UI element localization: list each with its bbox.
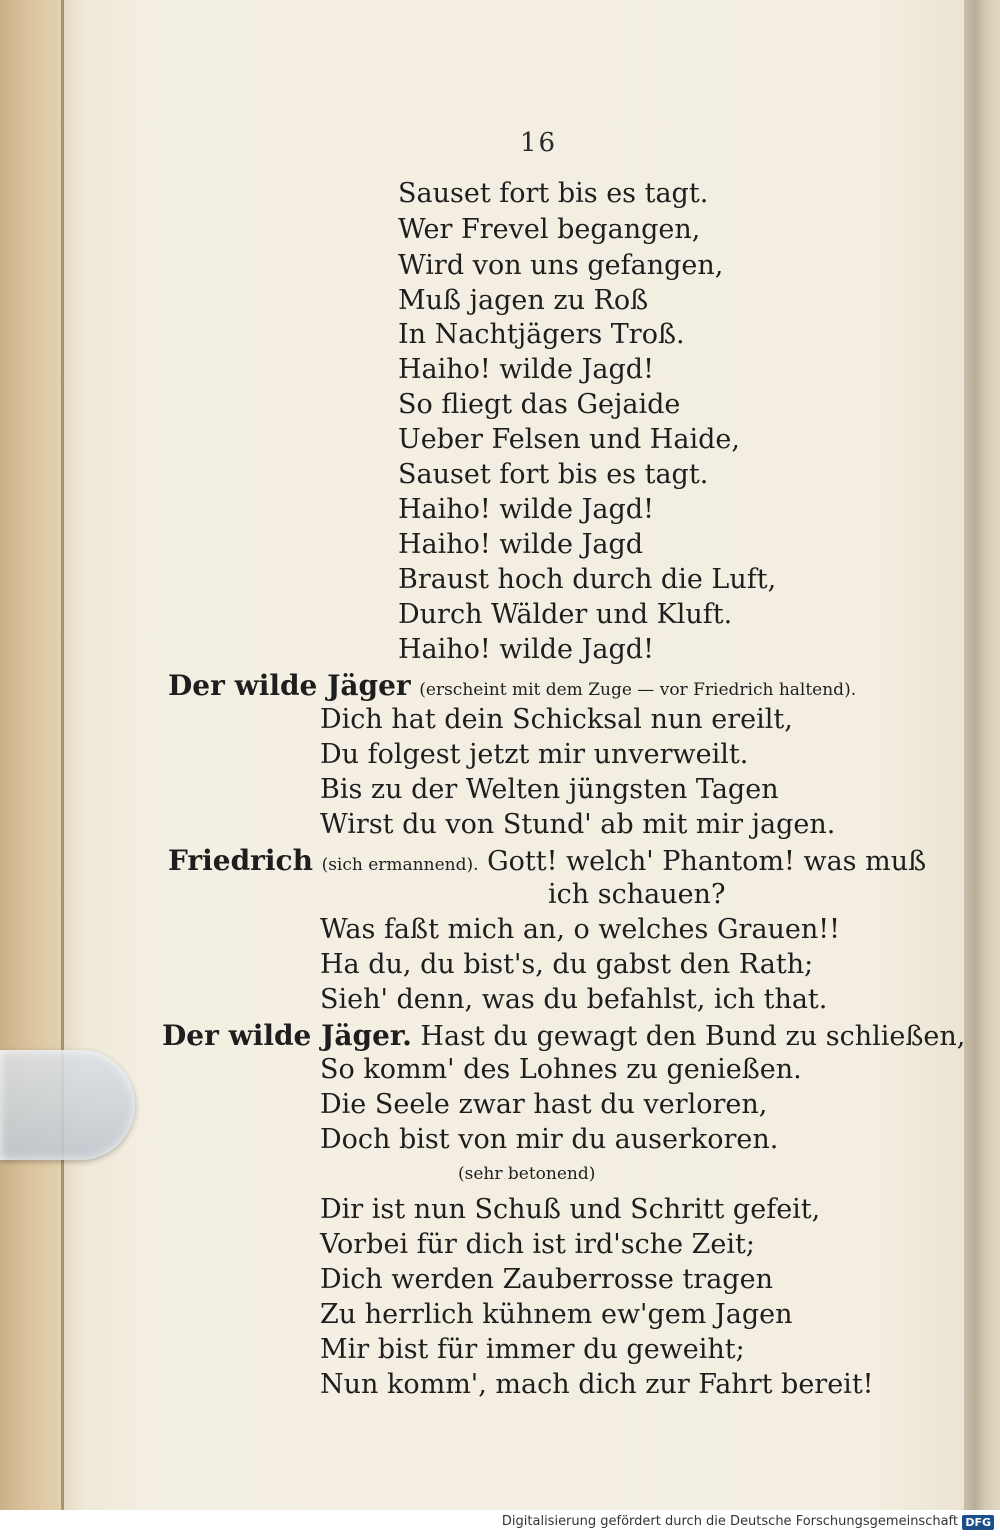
speaker-line [168,669,856,702]
verse-line: Muß jagen zu Roß [398,285,649,316]
verse-line: Haiho! wilde Jagd! [398,494,654,525]
verse-line: Haiho! wilde Jagd! [398,634,654,665]
verse-line: Wird von uns gefangen, [398,250,724,281]
verse-line: Durch Wälder und Kluft. [398,599,733,630]
speaker-name: Der wilde Jäger. [162,1019,412,1052]
next-page-edge [964,0,1000,1510]
stage-direction: (sich ermannend). [321,855,479,875]
verse-line: Haiho! wilde Jagd! [398,354,654,385]
plastic-page-clip [0,1050,135,1160]
verse-line: Ha du, du bist's, du gabst den Rath; [320,949,814,980]
funding-credit: Digitalisierung gefördert durch die Deutsche Forschungsgemeinschaft [501,1514,958,1529]
verse-line: Ueber Felsen und Haide, [398,424,740,455]
verse-line: Haiho! wilde Jagd [398,529,644,560]
verse-line: ich schauen? [548,879,726,910]
dfg-logo: DFG [962,1515,994,1530]
speaker-name: Der wilde Jäger [168,669,411,702]
verse-line: Nun komm', mach dich zur Fahrt bereit! [320,1369,874,1400]
verse-line: Doch bist von mir du auserkoren. [320,1124,779,1155]
speaker-line [168,844,926,877]
stage-direction: (sehr betonend) [458,1164,596,1184]
verse-line: Bis zu der Welten jüngsten Tagen [320,774,779,805]
speaker-line [162,1019,965,1052]
verse-line: So fliegt das Gejaide [398,389,681,420]
verse-line: Dir ist nun Schuß und Schritt gefeit, [320,1194,821,1225]
verse-line: Dich hat dein Schicksal nun ereilt, [320,704,793,735]
verse-line: Sieh' denn, was du befahlst, ich that. [320,984,828,1015]
verse-line: Du folgest jetzt mir unverweilt. [320,739,749,770]
verse-line: Die Seele zwar hast du verloren, [320,1089,768,1120]
verse-text-inline: Gott! welch' Phantom! was muß [487,846,927,877]
verse-line: Mir bist für immer du geweiht; [320,1334,745,1365]
verse-line: Zu herrlich kühnem ew'gem Jagen [320,1299,793,1330]
verse-line: Wirst du von Stund' ab mit mir jagen. [320,809,836,840]
page-number: 16 [520,128,558,158]
verse-line: Wer Frevel begangen, [398,214,701,245]
verse-line: Vorbei für dich ist ird'sche Zeit; [320,1229,755,1260]
speaker-name: Friedrich [168,844,313,877]
verse-line: Dich werden Zauberrosse tragen [320,1264,773,1295]
verse-line: Braust hoch durch die Luft, [398,564,777,595]
verse-text-inline: Hast du gewagt den Bund zu schließen, [420,1021,966,1052]
verse-line: Was faßt mich an, o welches Grauen!! [320,914,841,945]
verse-line: Sauset fort bis es tagt. [398,178,709,209]
verse-line: Sauset fort bis es tagt. [398,459,709,490]
stage-direction: (erscheint mit dem Zuge — vor Friedrich haltend). [419,680,857,700]
verse-line: In Nachtjägers Troß. [398,319,685,350]
footer-bar [0,1510,1000,1537]
verse-line: So komm' des Lohnes zu genießen. [320,1054,802,1085]
